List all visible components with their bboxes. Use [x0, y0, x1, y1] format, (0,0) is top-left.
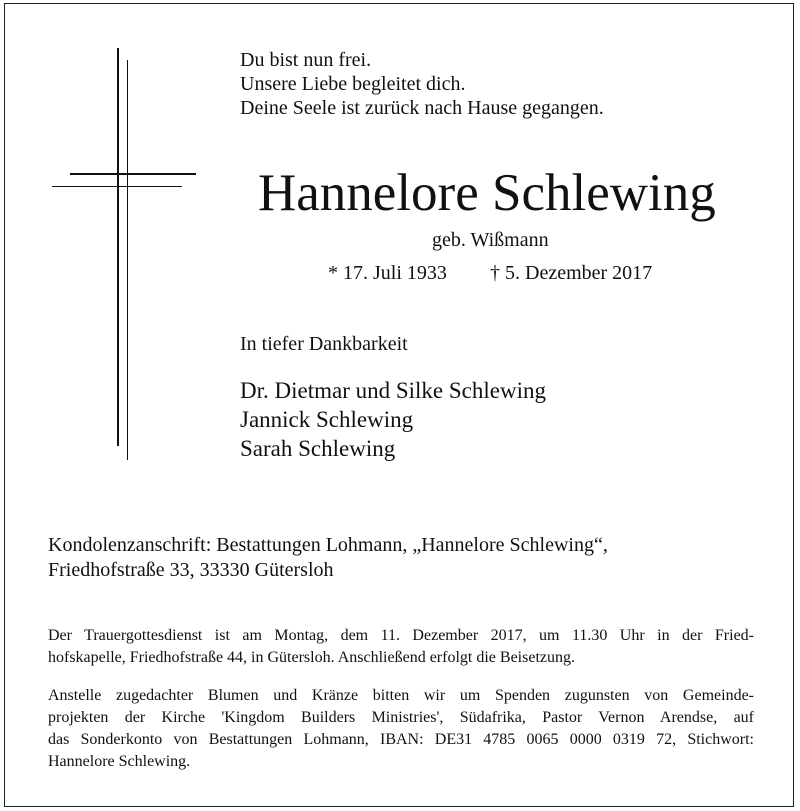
mourners-list — [240, 376, 546, 463]
condolence-line: Friedhofstraße 33, 33330 Gütersloh — [48, 559, 334, 581]
poem-line: Deine Seele ist zurück nach Hause gegangen. — [240, 97, 604, 119]
cross-horizontal-line-thin — [52, 186, 182, 187]
poem-line: Unsere Liebe begleitet dich. — [240, 73, 466, 95]
donation-line: projekten der Kirche 'Kingdom Builders Ministries', Südafrika, Pastor Vernon Arendse, auf — [48, 709, 754, 726]
mourner-name: Dr. Dietmar und Silke Schlewing — [240, 378, 546, 403]
condolence-line: Kondolenzanschrift: Bestattungen Lohmann, „Hannelore Schlewing“, — [48, 534, 608, 556]
poem-line: Du bist nun frei. — [240, 49, 372, 71]
cross-vertical-line — [117, 48, 119, 446]
poem — [240, 48, 604, 120]
birth-name: geb. Wißmann — [432, 229, 549, 251]
donation-line: Anstelle zugedachter Blumen und Kränze bitten wir um Spenden zugunsten von Gemeinde- — [48, 687, 754, 704]
donation-paragraph — [48, 685, 754, 773]
donation-line: das Sonderkonto von Bestattungen Lohmann, IBAN: DE31 4785 0065 0000 0319 72, Stichwort: — [48, 731, 754, 748]
service-line: Der Trauergottesdienst ist am Montag, dem 11. Dezember 2017, um 11.30 Uhr in der Fried- — [48, 627, 754, 644]
mourner-name: Sarah Schlewing — [240, 436, 396, 461]
service-paragraph — [48, 625, 754, 669]
thanks-line: In tiefer Dankbarkeit — [240, 333, 408, 355]
deceased-name: Hannelore Schlewing — [258, 164, 716, 222]
donation-line: Hannelore Schlewing. — [48, 753, 191, 770]
death-date: † 5. Dezember 2017 — [490, 262, 653, 284]
birth-date: * 17. Juli 1933 — [328, 262, 447, 284]
condolence-address — [48, 533, 608, 583]
service-line: hofskapelle, Friedhofstraße 44, in Gütersloh. Anschließend erfolgt die Beisetzung. — [48, 649, 575, 666]
mourner-name: Jannick Schlewing — [240, 407, 414, 432]
cross-vertical-line-thin — [127, 60, 128, 460]
cross-horizontal-line — [70, 173, 196, 175]
